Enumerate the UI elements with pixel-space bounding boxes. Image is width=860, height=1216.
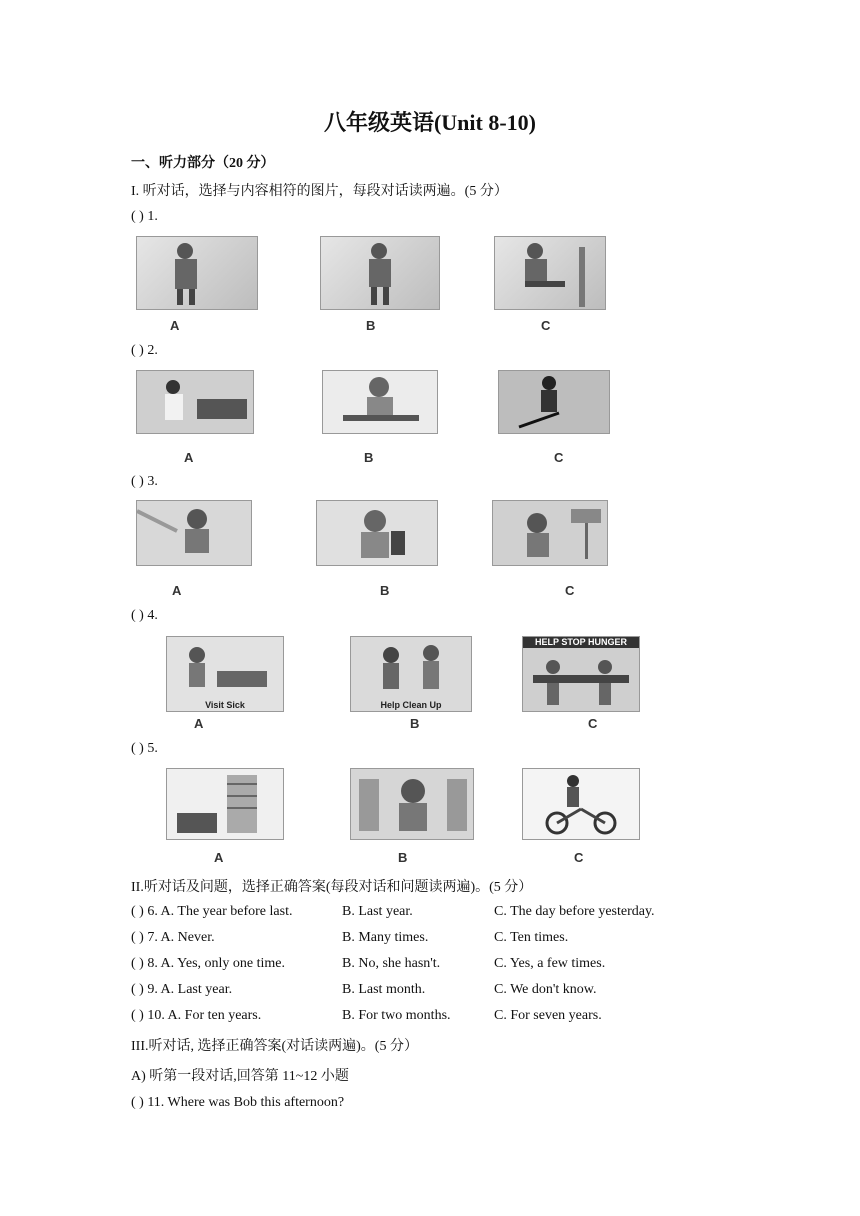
q1-label-b: B xyxy=(366,318,376,333)
q5-label-c: C xyxy=(574,850,584,865)
person-icon xyxy=(137,501,251,565)
q9-option-b: B. Last month. xyxy=(342,982,426,997)
person-icon xyxy=(493,501,607,565)
q10-option-b: B. For two months. xyxy=(342,1008,451,1023)
question-3-number: ( ) 3. xyxy=(131,474,158,489)
q7-option-a: ( ) 7. A. Never. xyxy=(131,930,215,945)
q4-label-b: B xyxy=(410,716,420,731)
q3-picture-a[interactable] xyxy=(136,500,252,566)
q2-picture-c[interactable] xyxy=(498,370,610,434)
q2-label-a: A xyxy=(184,450,194,465)
q3-label-a: A xyxy=(172,583,182,598)
q4-picture-c[interactable] xyxy=(522,636,640,712)
part1-instruction: I. 听对话，选择与内容相符的图片，每段对话读两遍。(5 分） xyxy=(131,184,508,199)
q1-label-a: A xyxy=(170,318,180,333)
q1-picture-c[interactable] xyxy=(494,236,606,310)
person-icon xyxy=(495,237,605,309)
q6-option-b: B. Last year. xyxy=(342,904,413,919)
q6-option-a: ( ) 6. A. The year before last. xyxy=(131,904,293,919)
person-icon xyxy=(137,237,257,309)
q7-option-b: B. Many times. xyxy=(342,930,429,945)
q4-caption-a: Visit Sick xyxy=(205,700,245,710)
person-icon xyxy=(321,237,439,309)
q10-option-a: ( ) 10. A. For ten years. xyxy=(131,1008,262,1023)
q4-caption-c: HELP STOP HUNGER xyxy=(523,637,639,648)
q4-caption-b: Help Clean Up xyxy=(380,700,442,710)
q7-option-c: C. Ten times. xyxy=(494,930,569,945)
q3-label-c: C xyxy=(565,583,575,598)
page-title: 八年级英语(Unit 8-10) xyxy=(323,110,537,135)
question-5-number: ( ) 5. xyxy=(131,741,158,756)
q9-option-a: ( ) 9. A. Last year. xyxy=(131,982,233,997)
q6-option-c: C. The day before yesterday. xyxy=(494,904,655,919)
q11-question: ( ) 11. Where was Bob this afternoon? xyxy=(131,1095,345,1110)
q3-picture-c[interactable] xyxy=(492,500,608,566)
q4-picture-b[interactable] xyxy=(350,636,472,712)
part2-instruction: II.听对话及问题，选择正确答案(每段对话和问题读两遍)。(5 分） xyxy=(131,880,533,895)
question-4-number: ( ) 4. xyxy=(131,608,158,623)
q2-picture-a[interactable] xyxy=(136,370,254,434)
q3-label-b: B xyxy=(380,583,390,598)
part3-instruction: III.听对话, 选择正确答案(对话读两遍)。(5 分） xyxy=(131,1039,418,1054)
q4-picture-a[interactable] xyxy=(166,636,284,712)
part3-subheading: A) 听第一段对话,回答第 11~12 小题 xyxy=(131,1069,349,1084)
q5-picture-c[interactable] xyxy=(522,768,640,840)
q5-label-b: B xyxy=(398,850,408,865)
q5-picture-b[interactable] xyxy=(350,768,474,840)
question-1-number: ( ) 1. xyxy=(131,209,158,224)
stack-of-books-icon xyxy=(167,769,283,839)
person-icon xyxy=(323,371,437,433)
q10-option-c: C. For seven years. xyxy=(494,1008,602,1023)
question-2-number: ( ) 2. xyxy=(131,343,158,358)
q2-picture-b[interactable] xyxy=(322,370,438,434)
q4-label-a: A xyxy=(194,716,204,731)
q3-picture-b[interactable] xyxy=(316,500,438,566)
q8-option-b: B. No, she hasn't. xyxy=(342,956,441,971)
q5-picture-a[interactable] xyxy=(166,768,284,840)
q8-option-c: C. Yes, a few times. xyxy=(494,956,606,971)
person-icon xyxy=(317,501,437,565)
q4-label-c: C xyxy=(588,716,598,731)
section-heading: 一、听力部分（20 分） xyxy=(131,156,275,171)
q1-picture-b[interactable] xyxy=(320,236,440,310)
person-icon xyxy=(499,371,609,433)
q8-option-a: ( ) 8. A. Yes, only one time. xyxy=(131,956,285,971)
q1-label-c: C xyxy=(541,318,551,333)
person-icon xyxy=(137,371,253,433)
child-on-bike-icon xyxy=(523,769,639,839)
q2-label-b: B xyxy=(364,450,374,465)
q1-picture-a[interactable] xyxy=(136,236,258,310)
q2-label-c: C xyxy=(554,450,564,465)
q5-label-a: A xyxy=(214,850,224,865)
food-sharing-icon xyxy=(523,637,639,711)
q9-option-c: C. We don't know. xyxy=(494,982,597,997)
person-icon xyxy=(351,769,473,839)
